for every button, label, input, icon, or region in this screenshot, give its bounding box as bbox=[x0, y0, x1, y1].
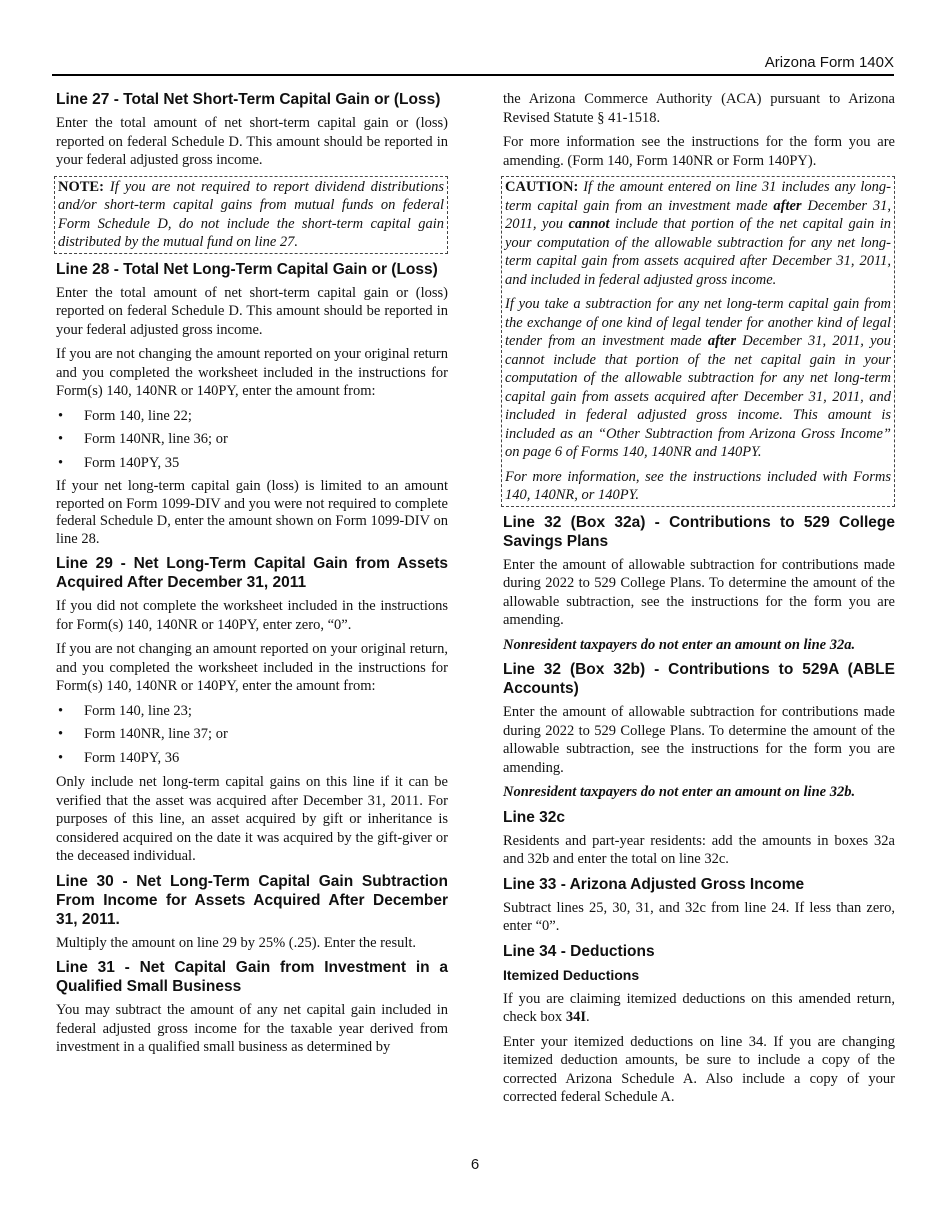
line-32a-text: Enter the amount of allowable subtraction for contributions made during 2022 to 529 College Plans. To determine the amount of the allowable subtraction, see the instructions for the form you are amending. bbox=[503, 556, 895, 628]
caution-label: CAUTION: bbox=[505, 179, 579, 195]
list-item: • Form 140PY, 36 bbox=[58, 749, 180, 766]
line-28-heading: Line 28 - Total Net Long-Term Capital Gain or (Loss) bbox=[56, 260, 438, 278]
line-32c-text: Residents and part-year residents: add the amounts in boxes 32a and 32b and enter the total on line 32c. bbox=[503, 832, 895, 867]
caution-paragraph-2: If you take a subtraction for any net long-term capital gain from the exchange of one kind of legal tender for another kind of legal tender from an investment made after December 31, 2011, you cannot include that portion of the net capital gain in your computation of the allowable subtraction for any net long-term capital gain from assets acquired after December 31, 2011, and included in federal adjusted gross income. This amount is included as an “Other Subtraction from Arizona Gross Income” on page 6 of Forms 140, 140NR and 140PY. bbox=[505, 296, 892, 460]
line-27-heading: Line 27 - Total Net Short-Term Capital Gain or (Loss) bbox=[56, 91, 441, 108]
line-28-text-1: Enter the total amount of net short-term capital gain or (loss) reported on federal Schedule D. This amount should be reported in your federal adjusted gross income. bbox=[56, 284, 448, 338]
list-item: • Form 140, line 22; bbox=[58, 407, 192, 424]
line-31-heading: Line 31 - Net Capital Gain from Investment in a Qualified Small Business bbox=[56, 959, 448, 995]
itemized-deductions-subheading: Itemized Deductions bbox=[503, 966, 640, 983]
line-32a-heading: Line 32 (Box 32a) - Contributions to 529 College Savings Plans bbox=[503, 513, 895, 550]
line-32b-heading: Line 32 (Box 32b) - Contributions to 529A (ABLE Accounts) bbox=[503, 661, 895, 697]
left-column bbox=[56, 90, 448, 1063]
caution-paragraph-1: CAUTION: If the amount entered on line 31 includes any long-term capital gain from an investment made after December 31, 2011, you cannot include that portion of the net capital gain in your computation of the allowable subtraction for any net long-term capital gain from assets acquired after December 31, 2011, and included in federal adjusted gross income. bbox=[505, 179, 891, 288]
line-27-note-box bbox=[54, 176, 448, 254]
right-column bbox=[503, 90, 895, 1113]
line-29-list bbox=[56, 702, 448, 768]
line-30-text: Multiply the amount on line 29 by 25% (.25). Enter the result. bbox=[56, 934, 417, 951]
line-33-text: Subtract lines 25, 30, 31, and 32c from line 24. If less than zero, enter “0”. bbox=[503, 899, 895, 934]
list-item: • Form 140, line 23; bbox=[58, 702, 192, 719]
line-32a-nonresident-note: Nonresident taxpayers do not enter an amount on line 32a. bbox=[503, 636, 856, 653]
line-33-heading: Line 33 - Arizona Adjusted Gross Income bbox=[503, 875, 805, 893]
list-item: • Form 140NR, line 37; or bbox=[58, 726, 228, 742]
line-34-text-1: If you are claiming itemized deductions on this amended return, check box 34I. bbox=[503, 990, 895, 1025]
line-32c-heading: Line 32c bbox=[503, 808, 566, 826]
line-28-list bbox=[56, 407, 448, 473]
form-title-header: Arizona Form 140X bbox=[764, 54, 894, 71]
line-28-text-2: If you are not changing the amount reported on your original return and you completed the worksheet included in the instructions for Form(s) 140, 140NR or 140PY, enter the amount from: bbox=[56, 346, 448, 399]
list-item: • Form 140PY, 35 bbox=[58, 454, 180, 471]
header-rule bbox=[52, 74, 894, 76]
list-item: • Form 140NR, line 36; or bbox=[58, 431, 228, 447]
line-27-text: Enter the total amount of net short-term capital gain or (loss) reported on federal Schedule D. This amount should be reported in your federal adjusted gross income. bbox=[56, 115, 448, 168]
more-info-text: For more information see the instructions for the form you are amending. (Form 140, Form 140NR or Form 140PY). bbox=[503, 134, 895, 169]
line-31-continued-text: the Arizona Commerce Authority (ACA) pursuant to Arizona Revised Statute § 41-1518. bbox=[503, 91, 895, 126]
line-32b-text: Enter the amount of allowable subtraction for contributions made during 2022 to 529 College Plans. To determine the amount of the allowable subtraction, see the instructions for the form you are amending. bbox=[503, 704, 895, 776]
line-29-text-3: Only include net long-term capital gains on this line if it can be verified that the asset was acquired after December 31, 2011. For purposes of this line, an asset acquired by gift or inheritance is considered acquired on the date it was acquired by the gift-giver or the deceased individual. bbox=[56, 774, 448, 864]
line-29-text-2: If you are not changing an amount reported on your original return, and you completed the worksheet included in the instructions for Form(s) 140, 140NR or 140PY, enter the amount from: bbox=[56, 641, 448, 694]
line-29-heading: Line 29 - Net Long-Term Capital Gain from Assets Acquired After December 31, 2011 bbox=[56, 555, 448, 591]
box-34i-label: 34I bbox=[565, 1009, 586, 1025]
page-number: 6 bbox=[470, 1156, 480, 1173]
note-label: NOTE: bbox=[58, 178, 104, 195]
note-text: If you are not required to report dividend distributions and/or short-term capital gains from mutual funds on federal Form Schedule D, do not include the short-term capital gain distributed by the mutual fund on line 27. bbox=[58, 178, 444, 250]
line-34-heading: Line 34 - Deductions bbox=[503, 942, 655, 960]
line-34-text-2: Enter your itemized deductions on line 34. If you are changing itemized deduction amounts, be sure to include a copy of the corrected Arizona Schedule A. Also include a copy of your corrected federal Schedule A. bbox=[503, 1033, 895, 1105]
line-28-text-3: If your net long-term capital gain (loss) is limited to an amount reported on Form 1099-DIV and you were not required to complete federal Schedule D, enter the amount shown on Form 1099-DIV on line 28. bbox=[56, 478, 448, 547]
line-32b-nonresident-note: Nonresident taxpayers do not enter an amount on line 32b. bbox=[503, 784, 856, 800]
line-30-heading: Line 30 - Net Long-Term Capital Gain Subtraction From Income for Assets Acquired After December 31, 2011. bbox=[56, 872, 448, 928]
caution-paragraph-3: For more information, see the instructions included with Forms 140, 140NR, or 140PY. bbox=[505, 468, 891, 503]
line-29-text-1: If you did not complete the worksheet included in the instructions for Form(s) 140, 140NR or 140PY, enter zero, “0”. bbox=[56, 598, 448, 633]
line-31-text: You may subtract the amount of any net capital gain included in federal adjusted gross income for the taxable year derived from investment in a qualified small business as determined by bbox=[56, 1002, 448, 1055]
caution-box bbox=[501, 176, 895, 507]
